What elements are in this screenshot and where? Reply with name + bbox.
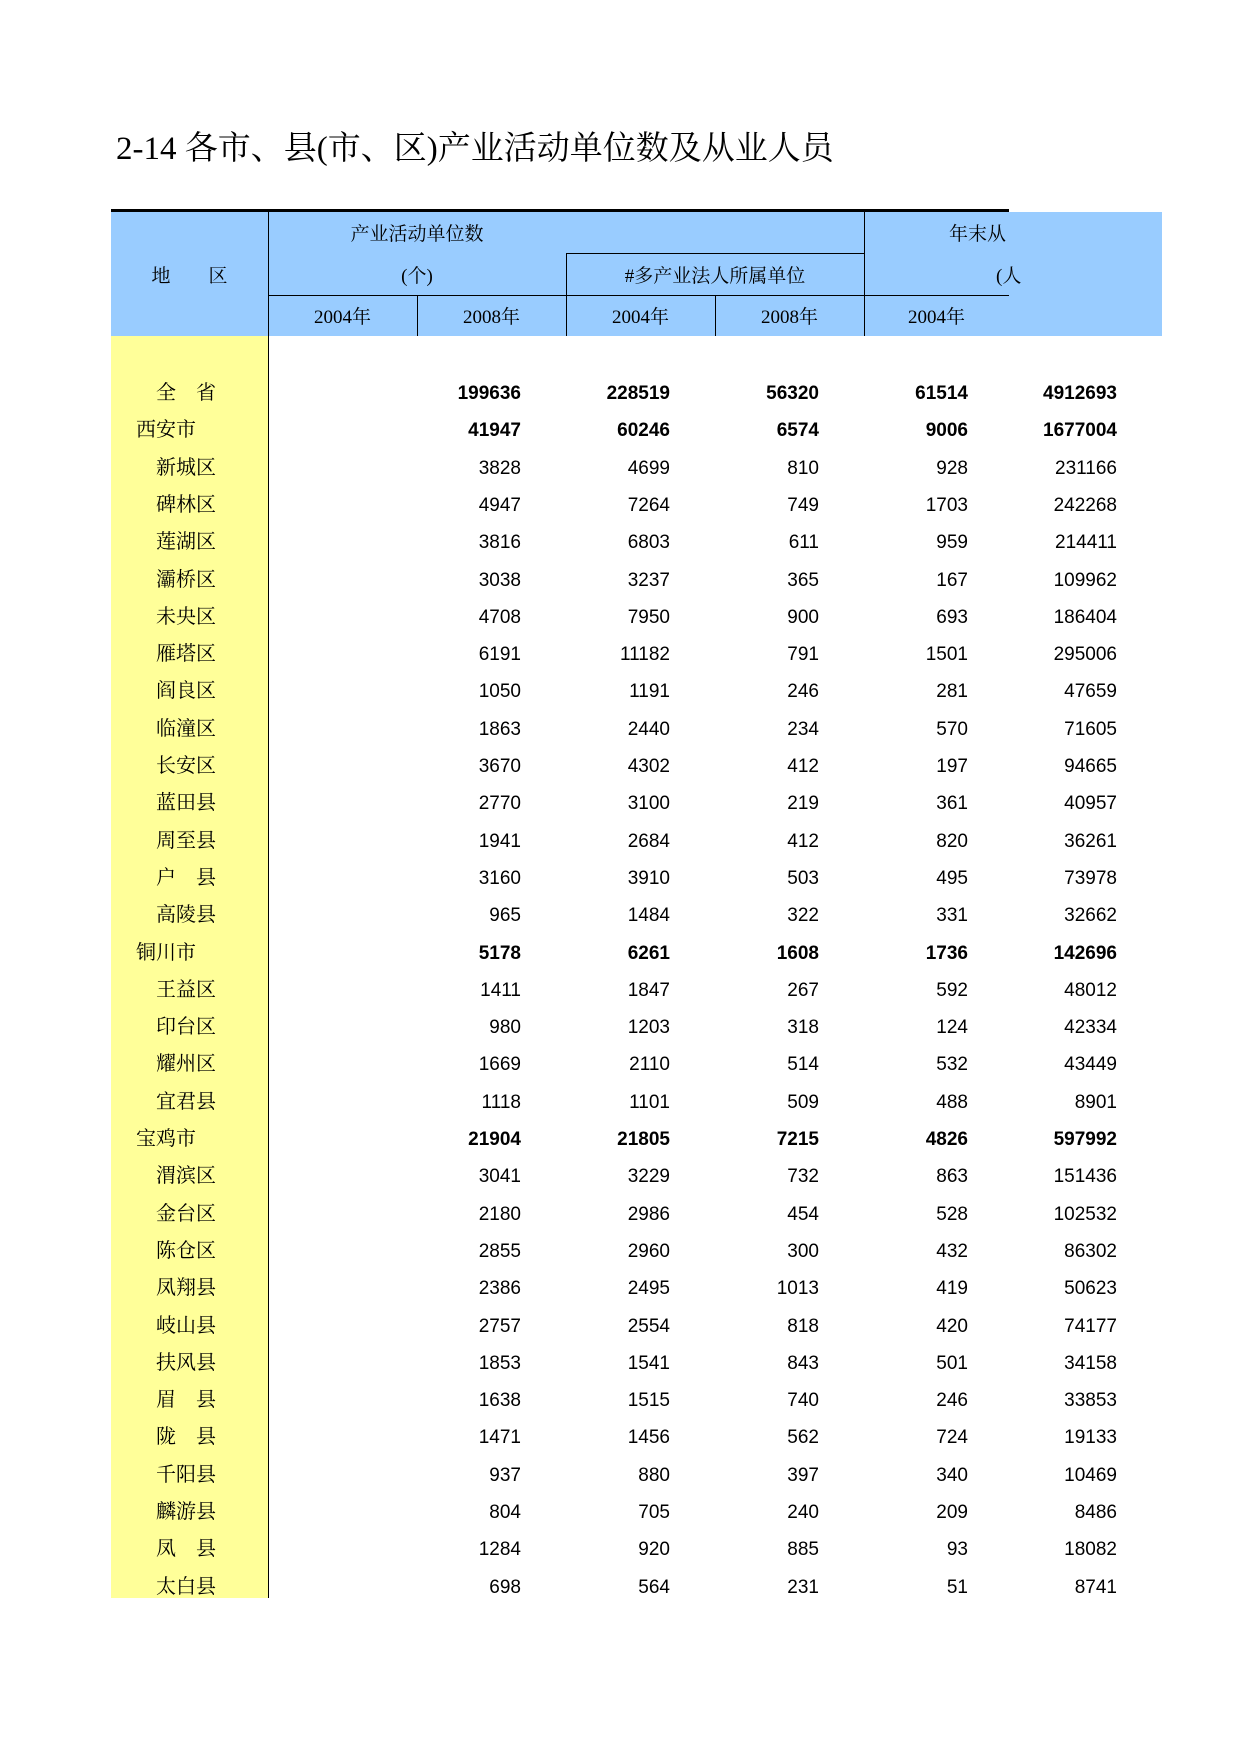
header-units-group: 产业活动单位数 [350, 224, 484, 245]
value-cell: 32662 [1064, 905, 1117, 927]
value-cell: 4708 [478, 606, 521, 628]
value-cell: 142696 [1053, 942, 1117, 964]
value-cell: 36261 [1064, 830, 1117, 852]
value-cell: 420 [936, 1315, 968, 1337]
value-cell: 514 [787, 1054, 819, 1076]
region-name: 新城区 [156, 456, 216, 479]
table-row [111, 1233, 1117, 1270]
value-cell: 109962 [1053, 569, 1117, 591]
value-cell: 34158 [1064, 1352, 1117, 1374]
value-cell: 432 [936, 1240, 968, 1262]
value-cell: 6191 [478, 644, 521, 666]
region-name: 凤 县 [156, 1538, 216, 1561]
region-name: 未央区 [156, 605, 216, 628]
table-row [111, 1419, 1117, 1456]
table-row [111, 673, 1117, 710]
value-cell: 2554 [627, 1315, 670, 1337]
value-cell: 4947 [478, 494, 521, 516]
value-cell: 151436 [1053, 1166, 1117, 1188]
value-cell: 318 [787, 1017, 819, 1039]
value-cell: 361 [936, 793, 968, 815]
value-cell: 503 [787, 867, 819, 889]
header-employees-unit: (人 [996, 265, 1022, 287]
region-name: 印台区 [156, 1016, 216, 1039]
value-cell: 843 [787, 1352, 819, 1374]
value-cell: 1471 [478, 1427, 521, 1449]
value-cell: 3828 [478, 457, 521, 479]
region-name: 莲湖区 [156, 531, 216, 554]
value-cell: 41947 [468, 420, 521, 442]
region-name: 高陵县 [156, 904, 216, 927]
value-cell: 3816 [478, 532, 521, 554]
value-cell: 3041 [478, 1166, 521, 1188]
value-cell: 234 [787, 718, 819, 740]
table-row [111, 636, 1117, 673]
value-cell: 2855 [478, 1240, 521, 1262]
value-cell: 300 [787, 1240, 819, 1262]
value-cell: 1669 [478, 1054, 521, 1076]
table-row [111, 935, 1117, 972]
value-cell: 2180 [478, 1203, 521, 1225]
value-cell: 532 [936, 1054, 968, 1076]
value-cell: 33853 [1064, 1390, 1117, 1412]
value-cell: 2960 [627, 1240, 670, 1262]
value-cell: 412 [787, 830, 819, 852]
value-cell: 8901 [1074, 1091, 1117, 1113]
value-cell: 1847 [627, 979, 670, 1001]
value-cell: 2386 [478, 1278, 521, 1300]
value-cell: 724 [936, 1427, 968, 1449]
header-year-col-2: 2008年 [462, 307, 520, 328]
value-cell: 880 [638, 1464, 670, 1486]
value-cell: 397 [787, 1464, 819, 1486]
value-cell: 419 [936, 1278, 968, 1300]
value-cell: 1284 [478, 1539, 521, 1561]
value-cell: 1050 [478, 681, 521, 703]
header-year-col-3: 2004年 [611, 307, 669, 328]
value-cell: 40957 [1064, 793, 1117, 815]
value-cell: 2684 [627, 830, 670, 852]
value-cell: 7215 [776, 1129, 819, 1150]
value-cell: 19133 [1064, 1427, 1117, 1449]
value-cell: 47659 [1064, 681, 1117, 703]
table-row [111, 562, 1117, 599]
value-cell: 920 [638, 1539, 670, 1561]
header-year-col-4: 2008年 [760, 307, 818, 328]
value-cell: 2770 [478, 793, 521, 815]
value-cell: 3229 [627, 1166, 670, 1188]
header-employees-group: 年末从 [949, 224, 1007, 245]
value-cell: 209 [936, 1502, 968, 1523]
table-row [111, 1046, 1117, 1083]
value-cell: 228519 [606, 383, 670, 404]
value-cell: 528 [936, 1203, 968, 1225]
value-cell: 8486 [1074, 1502, 1117, 1523]
value-cell: 6261 [627, 942, 670, 964]
table-row [111, 1308, 1117, 1345]
value-cell: 246 [936, 1390, 968, 1412]
table-row [111, 1270, 1117, 1307]
value-cell: 231166 [1055, 457, 1117, 479]
value-cell: 231 [787, 1576, 819, 1598]
value-cell: 71605 [1064, 718, 1117, 740]
value-cell: 749 [787, 494, 819, 516]
value-cell: 732 [787, 1166, 819, 1188]
header-region: 地 区 [151, 265, 228, 287]
value-cell: 1941 [478, 830, 521, 852]
value-cell: 214411 [1055, 532, 1117, 554]
value-cell: 1638 [478, 1390, 521, 1412]
table-row [111, 1345, 1117, 1382]
value-cell: 1013 [776, 1278, 819, 1300]
value-cell: 1118 [481, 1091, 521, 1113]
table-row [111, 823, 1117, 860]
value-cell: 2495 [627, 1278, 670, 1300]
value-cell: 21805 [617, 1129, 670, 1150]
table-row [111, 1158, 1117, 1195]
region-name: 宜君县 [156, 1090, 216, 1113]
value-cell: 48012 [1064, 979, 1117, 1001]
value-cell: 10469 [1064, 1464, 1117, 1486]
region-name: 灞桥区 [156, 568, 216, 591]
region-name: 陇 县 [156, 1426, 216, 1449]
value-cell: 61514 [915, 383, 968, 404]
value-cell: 7264 [627, 494, 670, 516]
region-name: 麟游县 [156, 1501, 216, 1523]
value-cell: 454 [787, 1203, 819, 1225]
value-cell: 1456 [627, 1427, 670, 1449]
value-cell: 740 [787, 1390, 819, 1412]
value-cell: 3038 [478, 569, 521, 591]
table-row [111, 1084, 1117, 1121]
region-name: 岐山县 [156, 1314, 216, 1337]
region-name: 耀州区 [156, 1053, 216, 1076]
value-cell: 331 [936, 905, 968, 927]
value-cell: 246 [787, 681, 819, 703]
value-cell: 365 [787, 569, 819, 591]
header-year-col-1: 2004年 [313, 307, 371, 328]
table-row [111, 897, 1117, 934]
table-row [111, 1457, 1117, 1494]
value-cell: 93 [946, 1539, 968, 1561]
value-cell: 340 [936, 1464, 968, 1486]
value-cell: 56320 [766, 383, 819, 404]
region-name: 凤翔县 [156, 1277, 216, 1300]
value-cell: 73978 [1064, 867, 1117, 889]
region-name: 扶风县 [156, 1351, 216, 1374]
value-cell: 3670 [478, 756, 521, 777]
value-cell: 167 [936, 569, 968, 591]
value-cell: 51 [946, 1576, 968, 1598]
region-name: 户 县 [156, 866, 216, 889]
table-row [111, 1569, 1117, 1606]
value-cell: 693 [936, 606, 968, 628]
value-cell: 1191 [629, 681, 670, 703]
region-name: 碑林区 [156, 493, 216, 516]
region-name: 阎良区 [156, 680, 216, 703]
value-cell: 564 [638, 1576, 670, 1598]
value-cell: 959 [936, 532, 968, 554]
value-cell: 2110 [629, 1054, 670, 1076]
table-row [111, 1382, 1117, 1419]
value-cell: 820 [936, 830, 968, 852]
table-row [111, 1009, 1117, 1046]
value-cell: 18082 [1064, 1539, 1117, 1561]
value-cell: 6803 [627, 532, 670, 554]
region-name: 金台区 [156, 1202, 216, 1225]
table-row [111, 450, 1117, 487]
value-cell: 928 [936, 457, 968, 479]
region-name: 周至县 [156, 829, 216, 852]
value-cell: 322 [787, 905, 819, 927]
value-cell: 1853 [478, 1352, 521, 1374]
value-cell: 980 [489, 1017, 521, 1039]
value-cell: 4699 [627, 457, 670, 479]
value-cell: 197 [936, 756, 968, 777]
value-cell: 5178 [478, 942, 521, 964]
value-cell: 592 [936, 979, 968, 1001]
value-cell: 8741 [1074, 1576, 1117, 1598]
value-cell: 863 [936, 1166, 968, 1188]
region-name: 全 省 [156, 382, 216, 404]
value-cell: 43449 [1064, 1054, 1117, 1076]
value-cell: 3237 [627, 569, 670, 591]
value-cell: 562 [787, 1427, 819, 1449]
table-row [111, 524, 1117, 561]
region-name: 临潼区 [156, 717, 216, 740]
region-name: 渭滨区 [156, 1165, 216, 1188]
value-cell: 102532 [1053, 1203, 1117, 1225]
value-cell: 186404 [1053, 606, 1117, 628]
value-cell: 2986 [627, 1203, 670, 1225]
value-cell: 495 [936, 867, 968, 889]
value-cell: 1501 [925, 644, 968, 666]
value-cell: 965 [489, 905, 521, 927]
table-row [111, 1531, 1117, 1568]
value-cell: 804 [489, 1502, 521, 1523]
region-name: 铜川市 [136, 941, 196, 964]
table-row [111, 375, 1117, 412]
header-year-col-5: 2004年 [907, 307, 965, 328]
region-name: 太白县 [156, 1575, 216, 1598]
value-cell: 11182 [619, 644, 670, 666]
value-cell: 3910 [627, 867, 670, 889]
table-row [111, 748, 1117, 785]
value-cell: 281 [936, 681, 968, 703]
value-cell: 698 [489, 1576, 521, 1598]
value-cell: 199636 [457, 383, 521, 404]
value-cell: 4826 [925, 1129, 968, 1150]
table-row [111, 972, 1117, 1009]
value-cell: 509 [787, 1091, 819, 1113]
value-cell: 3100 [627, 793, 670, 815]
value-cell: 885 [787, 1539, 819, 1561]
value-cell: 3160 [478, 867, 521, 889]
value-cell: 570 [936, 718, 968, 740]
value-cell: 295006 [1053, 644, 1117, 666]
value-cell: 1515 [627, 1390, 670, 1412]
value-cell: 86302 [1064, 1240, 1117, 1262]
value-cell: 597992 [1053, 1129, 1117, 1150]
region-name: 蓝田县 [156, 792, 216, 815]
value-cell: 74177 [1064, 1315, 1117, 1337]
value-cell: 1608 [776, 942, 819, 964]
value-cell: 1411 [480, 979, 521, 1001]
region-name: 眉 县 [156, 1389, 216, 1412]
table-row [111, 599, 1117, 636]
value-cell: 42334 [1064, 1017, 1117, 1039]
value-cell: 21904 [468, 1129, 521, 1150]
value-cell: 1703 [925, 494, 968, 516]
table-row [111, 711, 1117, 748]
value-cell: 705 [638, 1502, 670, 1523]
header-units-unit: (个) [401, 265, 433, 287]
value-cell: 1101 [629, 1091, 670, 1113]
value-cell: 50623 [1064, 1278, 1117, 1300]
value-cell: 60246 [617, 420, 670, 442]
value-cell: 611 [788, 532, 819, 554]
value-cell: 488 [936, 1091, 968, 1113]
value-cell: 1677004 [1043, 420, 1117, 442]
table-row [111, 487, 1117, 524]
value-cell: 1484 [627, 905, 670, 927]
value-cell: 1736 [925, 942, 968, 964]
region-name: 西安市 [136, 419, 196, 442]
value-cell: 219 [787, 793, 819, 815]
table-row [111, 1196, 1117, 1233]
value-cell: 900 [787, 606, 819, 628]
header-multi-legal: #多产业法人所属单位 [624, 265, 806, 287]
value-cell: 240 [787, 1502, 819, 1523]
region-name: 雁塔区 [156, 643, 216, 666]
region-name: 宝鸡市 [136, 1128, 196, 1150]
table-row [111, 412, 1117, 449]
value-cell: 818 [787, 1315, 819, 1337]
value-cell: 242268 [1053, 494, 1117, 516]
table-row [111, 860, 1117, 897]
value-cell: 791 [787, 644, 819, 666]
region-name: 千阳县 [156, 1463, 216, 1486]
value-cell: 412 [787, 756, 819, 777]
value-cell: 4912693 [1043, 383, 1117, 404]
value-cell: 7950 [627, 606, 670, 628]
table-row [111, 1121, 1117, 1158]
value-cell: 94665 [1064, 756, 1117, 777]
value-cell: 810 [787, 457, 819, 479]
value-cell: 2757 [478, 1315, 521, 1337]
region-name: 陈仓区 [156, 1239, 216, 1262]
region-name: 王益区 [156, 978, 216, 1001]
value-cell: 267 [787, 979, 819, 1001]
value-cell: 9006 [925, 420, 968, 442]
page-title: 2-14 各市、县(市、区)产业活动单位数及从业人员 [116, 131, 834, 167]
value-cell: 501 [936, 1352, 968, 1374]
value-cell: 124 [936, 1017, 968, 1039]
value-cell: 1203 [627, 1017, 670, 1039]
value-cell: 6574 [776, 420, 819, 442]
value-cell: 1541 [627, 1352, 670, 1374]
value-cell: 1863 [478, 718, 521, 740]
value-cell: 4302 [627, 756, 670, 777]
value-cell: 2440 [627, 718, 670, 740]
table-row [111, 1494, 1117, 1531]
region-name: 长安区 [156, 755, 216, 777]
value-cell: 937 [489, 1464, 521, 1486]
table-row [111, 785, 1117, 822]
